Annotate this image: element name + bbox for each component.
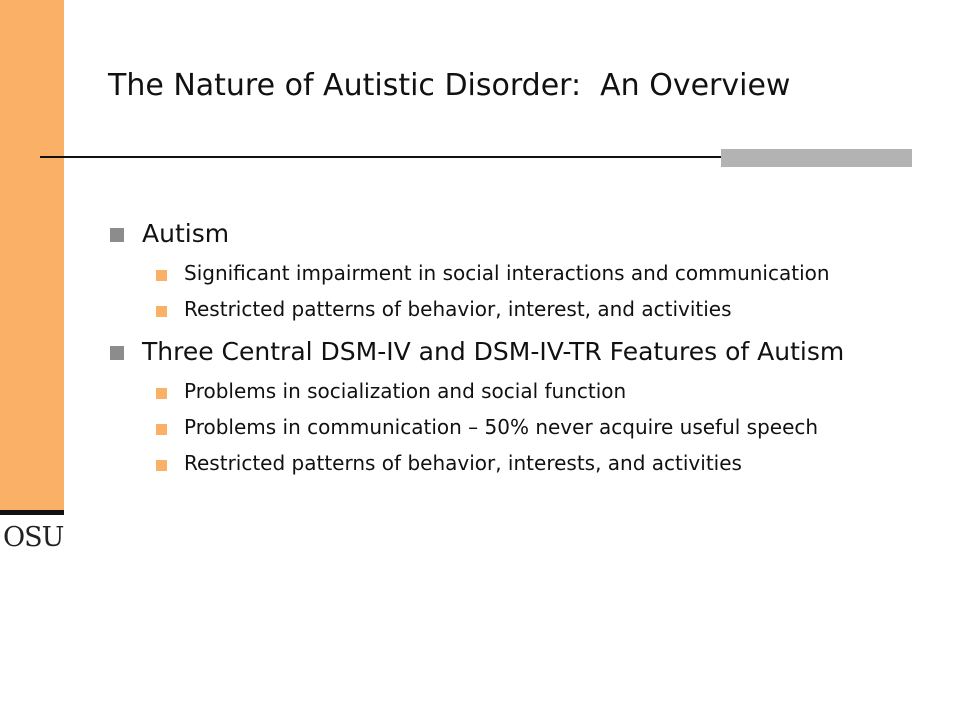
left-accent-rule [0,510,64,515]
bullet-text: Autism [142,219,230,248]
slide-body [108,216,888,486]
square-bullet-icon [156,306,167,317]
sub-bullet-text: Problems in communication – 50% never acquire useful speech [184,415,819,439]
square-bullet-icon [156,270,167,281]
sub-bullet [108,378,888,405]
square-bullet-icon [156,460,167,471]
sub-bullet-text: Restricted patterns of behavior, interests, and activities [184,451,742,475]
sub-bullet [108,450,888,477]
bullet-autism [108,216,888,251]
left-accent-bar [0,0,64,510]
square-bullet-icon [110,346,124,360]
sub-bullet-text: Significant impairment in social interactions and communication [184,261,830,285]
bullet-dsm-features [108,334,888,369]
bullet-text: Three Central DSM-IV and DSM-IV-TR Features of Autism [142,337,845,366]
sub-bullet-text: Problems in socialization and social function [184,379,627,403]
square-bullet-icon [156,388,167,399]
sub-bullet [108,296,888,323]
square-bullet-icon [156,424,167,435]
title-underline-accent [721,149,912,167]
osu-logo: OSU [3,522,64,553]
sub-bullet [108,414,888,441]
square-bullet-icon [110,228,124,242]
sub-bullet-text: Restricted patterns of behavior, interest, and activities [184,297,732,321]
sub-bullet [108,260,888,287]
slide-title: The Nature of Autistic Disorder: An Overview [108,68,791,103]
